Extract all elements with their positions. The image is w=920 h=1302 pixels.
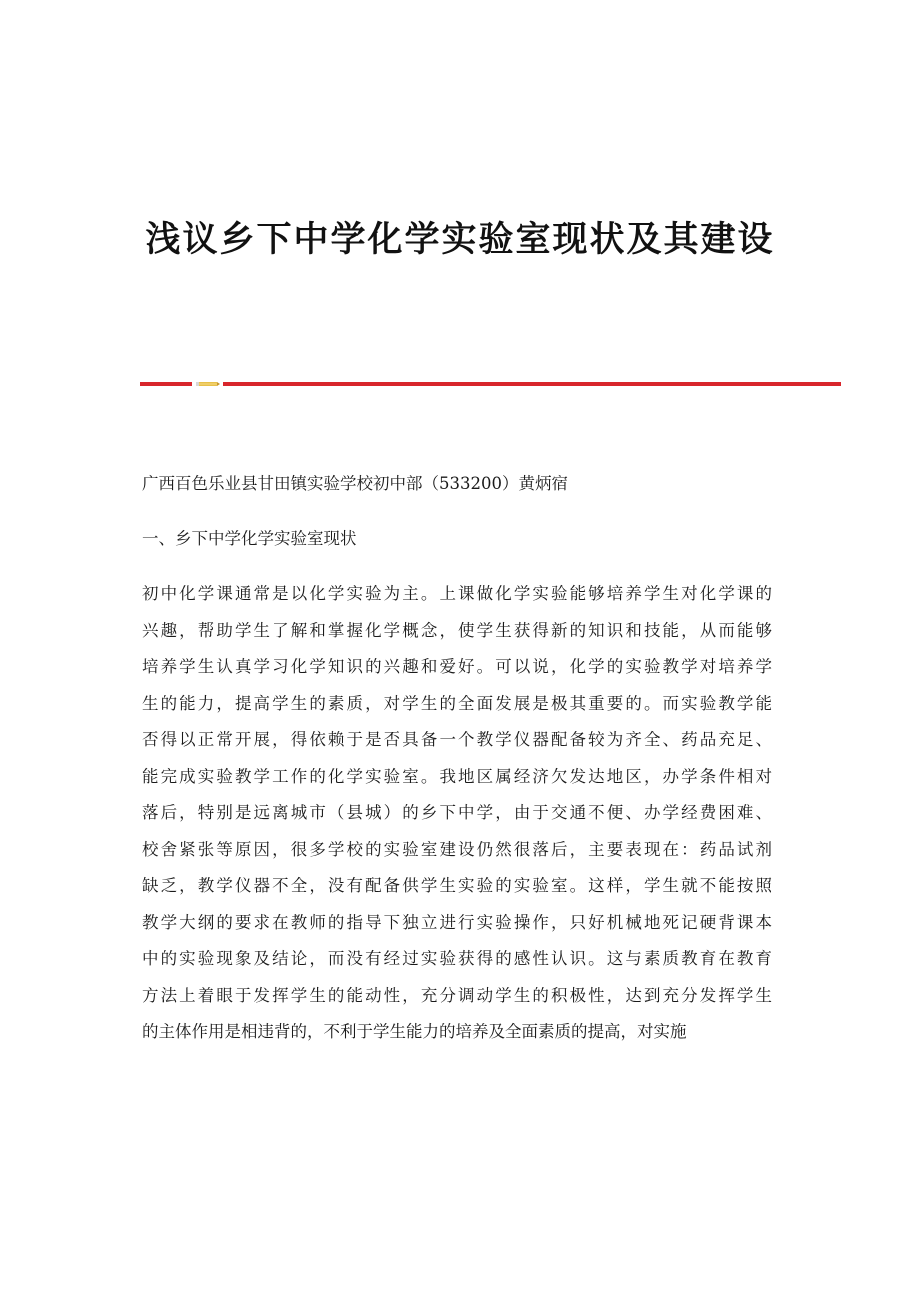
title-divider bbox=[140, 380, 841, 388]
body-line: 缺乏，教学仪器不全，没有配备供学生实验的实验室。这样，学生就不能按照 bbox=[142, 876, 772, 895]
divider-bar-left bbox=[140, 382, 192, 386]
body-text bbox=[142, 580, 772, 1055]
body-line: 培养学生认真学习化学知识的兴趣和爱好。可以说，化学的实验教学对培养学 bbox=[142, 657, 772, 676]
body-line: 中的实验现象及结论，而没有经过实验获得的感性认识。这与素质教育在教育 bbox=[142, 949, 772, 968]
author-byline: 广西百色乐业县甘田镇实验学校初中部（533200）黄炳宿 bbox=[142, 474, 568, 493]
body-line: 教学大纲的要求在教师的指导下独立进行实验操作，只好机械地死记硬背课本 bbox=[142, 912, 772, 932]
section-heading: 一、乡下中学化学实验室现状 bbox=[142, 529, 357, 548]
divider-bar-right bbox=[223, 382, 841, 386]
document-title: 浅议乡下中学化学实验室现状及其建设 bbox=[145, 219, 775, 260]
body-line: 落后，特别是远离城市（县城）的乡下中学，由于交通不便、办学经费困难、 bbox=[142, 803, 772, 822]
body-line: 兴趣，帮助学生了解和掌握化学概念，使学生获得新的知识和技能，从而能够 bbox=[142, 620, 772, 640]
body-line: 初中化学课通常是以化学实验为主。上课做化学实验能够培养学生对化学课的 bbox=[142, 584, 772, 603]
body-line: 校舍紧张等原因，很多学校的实验室建设仍然很落后，主要表现在：药品试剂 bbox=[142, 839, 772, 859]
body-line: 方法上着眼于发挥学生的能动性，充分调动学生的积极性，达到充分发挥学生 bbox=[142, 985, 772, 1005]
body-line: 的主体作用是相违背的，不利于学生能力的培养及全面素质的提高，对实施 bbox=[142, 1022, 687, 1041]
body-line: 否得以正常开展，得依赖于是否具备一个教学仪器配备较为齐全、药品充足、 bbox=[142, 730, 772, 749]
body-line: 能完成实验教学工作的化学实验室。我地区属经济欠发达地区，办学条件相对 bbox=[142, 766, 772, 786]
pencil-ornament-icon bbox=[196, 380, 220, 388]
body-line: 生的能力，提高学生的素质，对学生的全面发展是极其重要的。而实验教学能 bbox=[142, 693, 772, 713]
